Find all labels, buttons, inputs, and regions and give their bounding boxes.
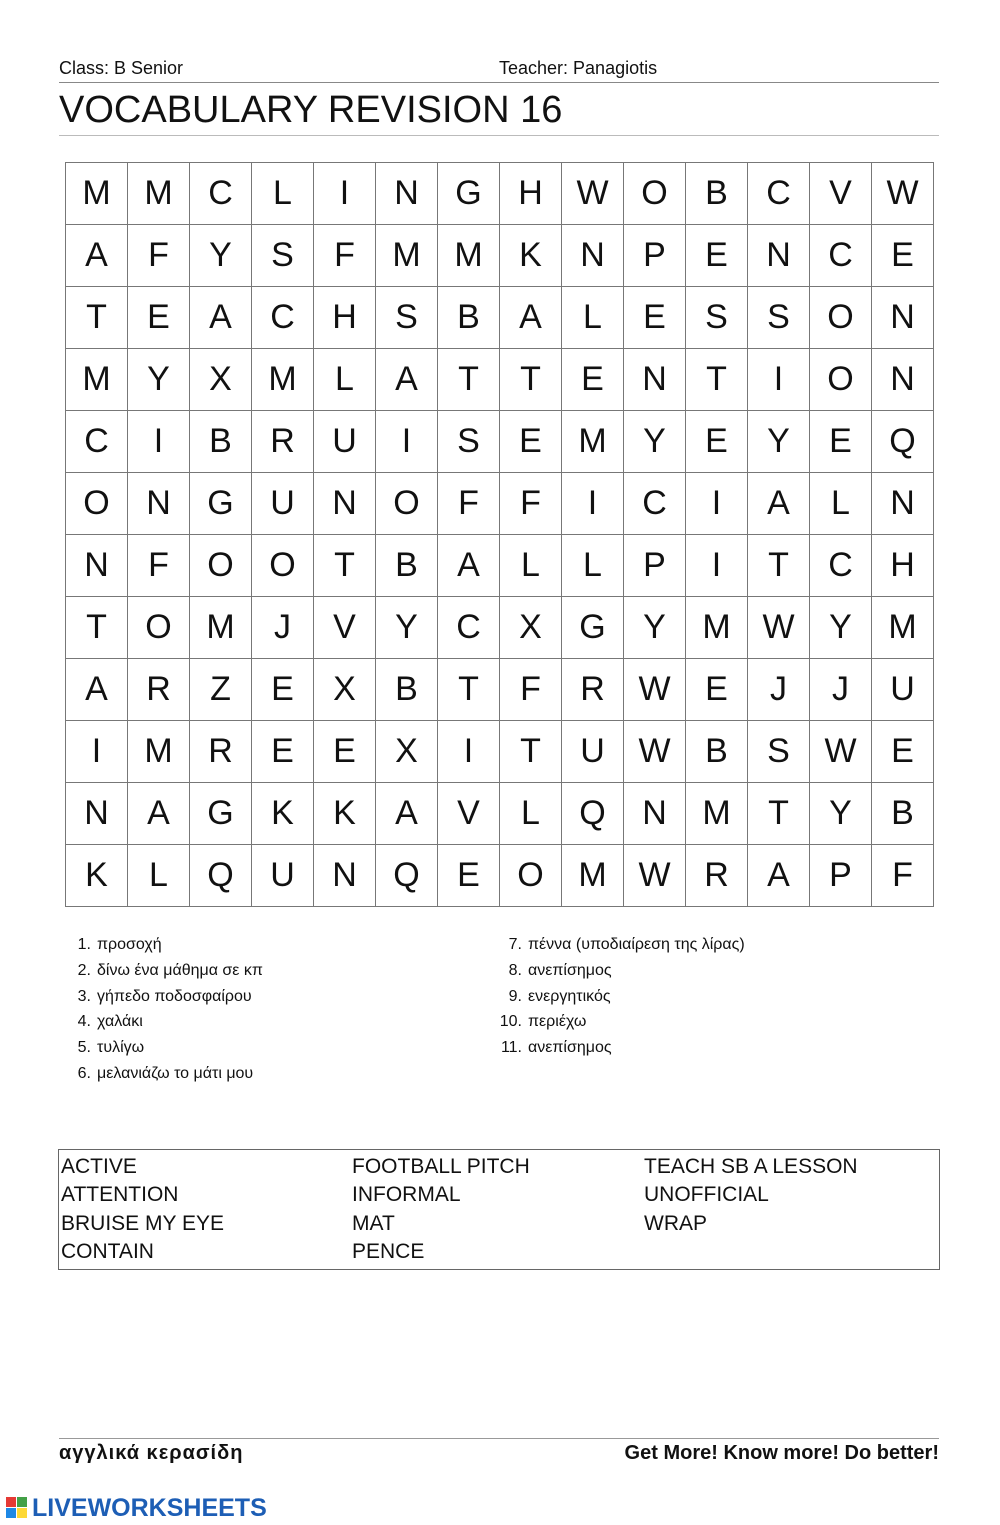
grid-cell[interactable]: T <box>686 349 748 411</box>
grid-cell[interactable]: J <box>748 659 810 721</box>
grid-cell[interactable]: T <box>66 597 128 659</box>
grid-cell[interactable]: V <box>810 163 872 225</box>
clue-item <box>497 960 745 986</box>
grid-cell[interactable]: E <box>624 287 686 349</box>
grid-cell[interactable]: U <box>252 845 314 907</box>
grid-cell[interactable]: T <box>500 721 562 783</box>
grid-cell[interactable]: A <box>438 535 500 597</box>
grid-cell[interactable]: B <box>376 659 438 721</box>
grid-cell[interactable]: B <box>438 287 500 349</box>
grid-cell[interactable]: E <box>252 659 314 721</box>
grid-cell[interactable]: Y <box>190 225 252 287</box>
grid-cell[interactable]: L <box>810 473 872 535</box>
grid-cell[interactable]: O <box>500 845 562 907</box>
grid-cell[interactable]: T <box>66 287 128 349</box>
grid-cell[interactable]: B <box>376 535 438 597</box>
teacher-label: Teacher: Panagiotis <box>499 58 658 78</box>
grid-cell[interactable]: W <box>872 163 934 225</box>
grid-cell[interactable]: C <box>252 287 314 349</box>
clue-text: ανεπίσημος <box>528 1039 612 1057</box>
liveworksheets-logo[interactable] <box>6 1494 267 1522</box>
clue-item <box>497 986 745 1012</box>
grid-cell[interactable]: M <box>562 845 624 907</box>
word-bank-column-1 <box>61 1153 224 1266</box>
grid-cell[interactable]: M <box>190 597 252 659</box>
clue-number: 3. <box>77 987 91 1005</box>
grid-cell[interactable]: O <box>252 535 314 597</box>
logo-square <box>17 1497 27 1507</box>
grid-cell[interactable]: N <box>624 349 686 411</box>
grid-cell[interactable]: A <box>748 845 810 907</box>
grid-cell[interactable]: L <box>500 783 562 845</box>
grid-cell[interactable]: A <box>66 225 128 287</box>
clue-item <box>66 1063 263 1089</box>
grid-cell[interactable]: M <box>128 163 190 225</box>
grid-cell[interactable]: Y <box>748 411 810 473</box>
grid-cell[interactable]: I <box>438 721 500 783</box>
grid-cell[interactable]: T <box>314 535 376 597</box>
grid-row <box>66 473 934 535</box>
grid-cell[interactable]: U <box>872 659 934 721</box>
clue-number: 7. <box>508 936 522 953</box>
logo-square <box>17 1508 27 1518</box>
grid-cell[interactable]: O <box>128 597 190 659</box>
grid-cell[interactable]: P <box>624 225 686 287</box>
grid-cell[interactable]: E <box>810 411 872 473</box>
grid-cell[interactable]: A <box>748 473 810 535</box>
clue-item <box>497 934 745 960</box>
grid-cell[interactable]: E <box>128 287 190 349</box>
grid-cell[interactable]: S <box>252 225 314 287</box>
grid-cell[interactable]: R <box>128 659 190 721</box>
word-bank-item: INFORMAL <box>352 1183 461 1207</box>
footer-slogan: Get More! Know more! Do better! <box>624 1442 939 1464</box>
grid-cell[interactable]: I <box>686 535 748 597</box>
clue-number: 2. <box>77 961 91 979</box>
grid-cell[interactable]: T <box>438 349 500 411</box>
footer-divider <box>59 1438 939 1439</box>
grid-cell[interactable]: L <box>252 163 314 225</box>
grid-cell[interactable]: I <box>748 349 810 411</box>
grid-cell[interactable]: V <box>438 783 500 845</box>
grid-cell[interactable]: I <box>66 721 128 783</box>
clue-text: χαλάκι <box>97 1013 143 1031</box>
word-bank-item: UNOFFICIAL <box>644 1183 769 1207</box>
grid-cell[interactable]: A <box>500 287 562 349</box>
grid-cell[interactable]: F <box>314 225 376 287</box>
grid-cell[interactable]: I <box>686 473 748 535</box>
grid-cell[interactable]: J <box>810 659 872 721</box>
grid-cell[interactable]: M <box>872 597 934 659</box>
grid-row <box>66 783 934 845</box>
grid-cell[interactable]: W <box>624 721 686 783</box>
grid-cell[interactable]: B <box>686 721 748 783</box>
grid-cell[interactable]: W <box>810 721 872 783</box>
grid-cell[interactable]: G <box>190 783 252 845</box>
grid-cell[interactable]: L <box>314 349 376 411</box>
word-bank-item: MAT <box>352 1211 395 1235</box>
grid-cell[interactable]: U <box>252 473 314 535</box>
grid-cell[interactable]: T <box>748 783 810 845</box>
footer-brand: αγγλικά κερασίδη <box>59 1442 244 1464</box>
grid-cell[interactable]: K <box>252 783 314 845</box>
grid-cell[interactable]: X <box>314 659 376 721</box>
grid-cell[interactable]: C <box>190 163 252 225</box>
grid-cell[interactable]: E <box>872 721 934 783</box>
clue-text: μελανιάζω το μάτι μου <box>97 1064 254 1082</box>
page-title: VOCABULARY REVISION 16 <box>59 88 939 136</box>
grid-cell[interactable]: Q <box>562 783 624 845</box>
grid-cell[interactable]: H <box>872 535 934 597</box>
clue-item <box>497 1011 745 1037</box>
grid-cell[interactable]: L <box>562 535 624 597</box>
grid-cell[interactable]: G <box>562 597 624 659</box>
grid-cell[interactable]: E <box>686 659 748 721</box>
clue-number: 11. <box>500 1039 522 1057</box>
grid-cell[interactable]: G <box>438 163 500 225</box>
grid-cell[interactable]: O <box>624 163 686 225</box>
grid-cell[interactable]: W <box>562 163 624 225</box>
grid-cell[interactable]: T <box>500 349 562 411</box>
header-row <box>59 58 939 83</box>
clue-number: 8. <box>508 961 522 979</box>
clue-number: 10. <box>499 1013 522 1031</box>
grid-cell[interactable]: M <box>686 783 748 845</box>
clue-text: ανεπίσημος <box>528 961 612 979</box>
grid-cell[interactable]: C <box>748 163 810 225</box>
grid-cell[interactable]: X <box>190 349 252 411</box>
grid-cell[interactable]: A <box>376 349 438 411</box>
grid-cell[interactable]: N <box>624 783 686 845</box>
word-bank-item: TEACH SB A LESSON <box>644 1155 858 1178</box>
grid-cell[interactable]: F <box>500 473 562 535</box>
grid-cell[interactable]: M <box>686 597 748 659</box>
grid-cell[interactable]: L <box>562 287 624 349</box>
grid-cell[interactable]: R <box>190 721 252 783</box>
grid-cell[interactable]: X <box>376 721 438 783</box>
clue-list-right <box>497 934 745 1063</box>
grid-cell[interactable]: E <box>686 411 748 473</box>
grid-cell[interactable]: W <box>748 597 810 659</box>
grid-cell[interactable]: A <box>376 783 438 845</box>
grid-cell[interactable]: G <box>190 473 252 535</box>
grid-cell[interactable]: N <box>748 225 810 287</box>
grid-cell[interactable]: Q <box>376 845 438 907</box>
grid-cell[interactable]: P <box>624 535 686 597</box>
logo-text: LIVEWORKSHEETS <box>32 1493 267 1522</box>
clue-number: 9. <box>508 987 522 1005</box>
grid-cell[interactable]: R <box>686 845 748 907</box>
grid-cell[interactable]: W <box>624 659 686 721</box>
grid-cell[interactable]: F <box>872 845 934 907</box>
grid-cell[interactable]: V <box>314 597 376 659</box>
grid-cell[interactable]: N <box>314 473 376 535</box>
grid-cell[interactable]: M <box>66 163 128 225</box>
grid-cell[interactable]: W <box>624 845 686 907</box>
clue-text: πέννα (υποδιαίρεση της λίρας) <box>528 936 745 953</box>
grid-cell[interactable]: N <box>872 473 934 535</box>
word-bank-column-2 <box>352 1153 530 1266</box>
word-bank-item: FOOTBALL PITCH <box>352 1155 530 1178</box>
grid-cell[interactable]: K <box>66 845 128 907</box>
grid-cell[interactable]: S <box>376 287 438 349</box>
grid-cell[interactable]: N <box>562 225 624 287</box>
grid-cell[interactable]: N <box>872 287 934 349</box>
word-bank-item: ATTENTION <box>61 1183 179 1207</box>
clue-item <box>66 1037 263 1063</box>
grid-cell[interactable]: H <box>314 287 376 349</box>
clue-list-left <box>66 934 263 1089</box>
clue-text: ενεργητικός <box>528 987 611 1005</box>
grid-cell[interactable]: S <box>438 411 500 473</box>
grid-cell[interactable]: S <box>748 721 810 783</box>
grid-cell[interactable]: M <box>128 721 190 783</box>
grid-cell[interactable]: A <box>66 659 128 721</box>
word-bank-item: BRUISE MY EYE <box>61 1211 224 1235</box>
grid-cell[interactable]: A <box>128 783 190 845</box>
grid-row <box>66 225 934 287</box>
grid-cell[interactable]: Z <box>190 659 252 721</box>
grid-cell[interactable]: N <box>376 163 438 225</box>
grid-cell[interactable]: N <box>128 473 190 535</box>
grid-cell[interactable]: I <box>128 411 190 473</box>
grid-cell[interactable]: P <box>810 845 872 907</box>
logo-square <box>6 1508 16 1518</box>
grid-cell[interactable]: Y <box>810 597 872 659</box>
grid-cell[interactable]: E <box>500 411 562 473</box>
grid-cell[interactable]: O <box>810 287 872 349</box>
grid-cell[interactable]: Y <box>624 411 686 473</box>
grid-cell[interactable]: L <box>128 845 190 907</box>
clue-item <box>497 1037 745 1063</box>
grid-cell[interactable]: E <box>562 349 624 411</box>
word-bank <box>58 1149 940 1270</box>
grid-row <box>66 597 934 659</box>
clue-number: 5. <box>77 1039 91 1057</box>
grid-cell[interactable]: B <box>190 411 252 473</box>
clue-text: περιέχω <box>528 1013 587 1031</box>
word-bank-item: PENCE <box>352 1239 425 1263</box>
grid-cell[interactable]: C <box>438 597 500 659</box>
grid-cell[interactable]: K <box>314 783 376 845</box>
grid-cell[interactable]: A <box>190 287 252 349</box>
grid-cell[interactable]: U <box>562 721 624 783</box>
grid-cell[interactable]: N <box>314 845 376 907</box>
grid-cell[interactable]: T <box>748 535 810 597</box>
grid-cell[interactable]: I <box>562 473 624 535</box>
word-bank-item: WRAP <box>644 1211 707 1235</box>
clue-text: προσοχή <box>97 936 162 953</box>
grid-cell[interactable]: E <box>872 225 934 287</box>
grid-cell[interactable]: F <box>500 659 562 721</box>
grid-cell[interactable]: N <box>66 783 128 845</box>
grid-row <box>66 845 934 907</box>
grid-cell[interactable]: I <box>314 163 376 225</box>
clue-number: 4. <box>77 1013 91 1031</box>
grid-cell[interactable]: O <box>66 473 128 535</box>
clue-text: γήπεδο ποδοσφαίρου <box>97 987 252 1005</box>
grid-cell[interactable]: U <box>314 411 376 473</box>
grid-row <box>66 287 934 349</box>
grid-cell[interactable]: M <box>438 225 500 287</box>
word-bank-item: CONTAIN <box>61 1239 154 1263</box>
grid-cell[interactable]: M <box>562 411 624 473</box>
grid-cell[interactable]: B <box>872 783 934 845</box>
grid-cell[interactable]: M <box>66 349 128 411</box>
grid-cell[interactable]: Q <box>872 411 934 473</box>
grid-cell[interactable]: F <box>128 535 190 597</box>
clue-item <box>66 934 263 960</box>
logo-grid-icon <box>6 1497 28 1519</box>
grid-cell[interactable]: X <box>500 597 562 659</box>
grid-cell[interactable]: N <box>872 349 934 411</box>
clue-item <box>66 986 263 1012</box>
grid-cell[interactable]: K <box>500 225 562 287</box>
grid-cell[interactable]: C <box>810 535 872 597</box>
grid-cell[interactable]: I <box>376 411 438 473</box>
clue-item <box>66 960 263 986</box>
clue-item <box>66 1011 263 1037</box>
word-search-grid <box>65 162 934 907</box>
class-label: Class: B Senior <box>59 58 184 78</box>
word-bank-item: ACTIVE <box>61 1155 137 1178</box>
clue-text: τυλίγω <box>97 1039 145 1057</box>
grid-row <box>66 659 934 721</box>
grid-cell[interactable]: H <box>500 163 562 225</box>
grid-cell[interactable]: C <box>810 225 872 287</box>
grid-cell[interactable]: Y <box>376 597 438 659</box>
word-bank-column-3 <box>644 1153 858 1238</box>
grid-cell[interactable]: B <box>686 163 748 225</box>
grid-cell[interactable]: M <box>376 225 438 287</box>
grid-cell[interactable]: M <box>252 349 314 411</box>
grid-cell[interactable]: C <box>66 411 128 473</box>
grid-cell[interactable]: N <box>66 535 128 597</box>
logo-square <box>6 1497 16 1507</box>
grid-row <box>66 721 934 783</box>
grid-cell[interactable]: F <box>128 225 190 287</box>
grid-cell[interactable]: F <box>438 473 500 535</box>
grid-cell[interactable]: L <box>500 535 562 597</box>
grid-cell[interactable]: J <box>252 597 314 659</box>
grid-cell[interactable]: Y <box>128 349 190 411</box>
grid-row <box>66 349 934 411</box>
grid-cell[interactable]: Y <box>810 783 872 845</box>
clue-text: δίνω ένα μάθημα σε κπ <box>97 961 263 979</box>
clue-number: 1. <box>77 936 91 953</box>
grid-row <box>66 163 934 225</box>
grid-cell[interactable]: E <box>686 225 748 287</box>
grid-cell[interactable]: E <box>314 721 376 783</box>
grid-cell[interactable]: S <box>748 287 810 349</box>
grid-cell[interactable]: C <box>624 473 686 535</box>
grid-row <box>66 411 934 473</box>
grid-cell[interactable]: Y <box>624 597 686 659</box>
grid-row <box>66 535 934 597</box>
grid-cell[interactable]: Q <box>190 845 252 907</box>
grid-cell[interactable]: E <box>252 721 314 783</box>
grid-cell[interactable]: S <box>686 287 748 349</box>
grid-cell[interactable]: R <box>252 411 314 473</box>
grid-cell[interactable]: O <box>190 535 252 597</box>
grid-cell[interactable]: O <box>810 349 872 411</box>
grid-cell[interactable]: T <box>438 659 500 721</box>
clue-number: 6. <box>77 1064 91 1082</box>
grid-cell[interactable]: R <box>562 659 624 721</box>
grid-cell[interactable]: O <box>376 473 438 535</box>
grid-cell[interactable]: E <box>438 845 500 907</box>
